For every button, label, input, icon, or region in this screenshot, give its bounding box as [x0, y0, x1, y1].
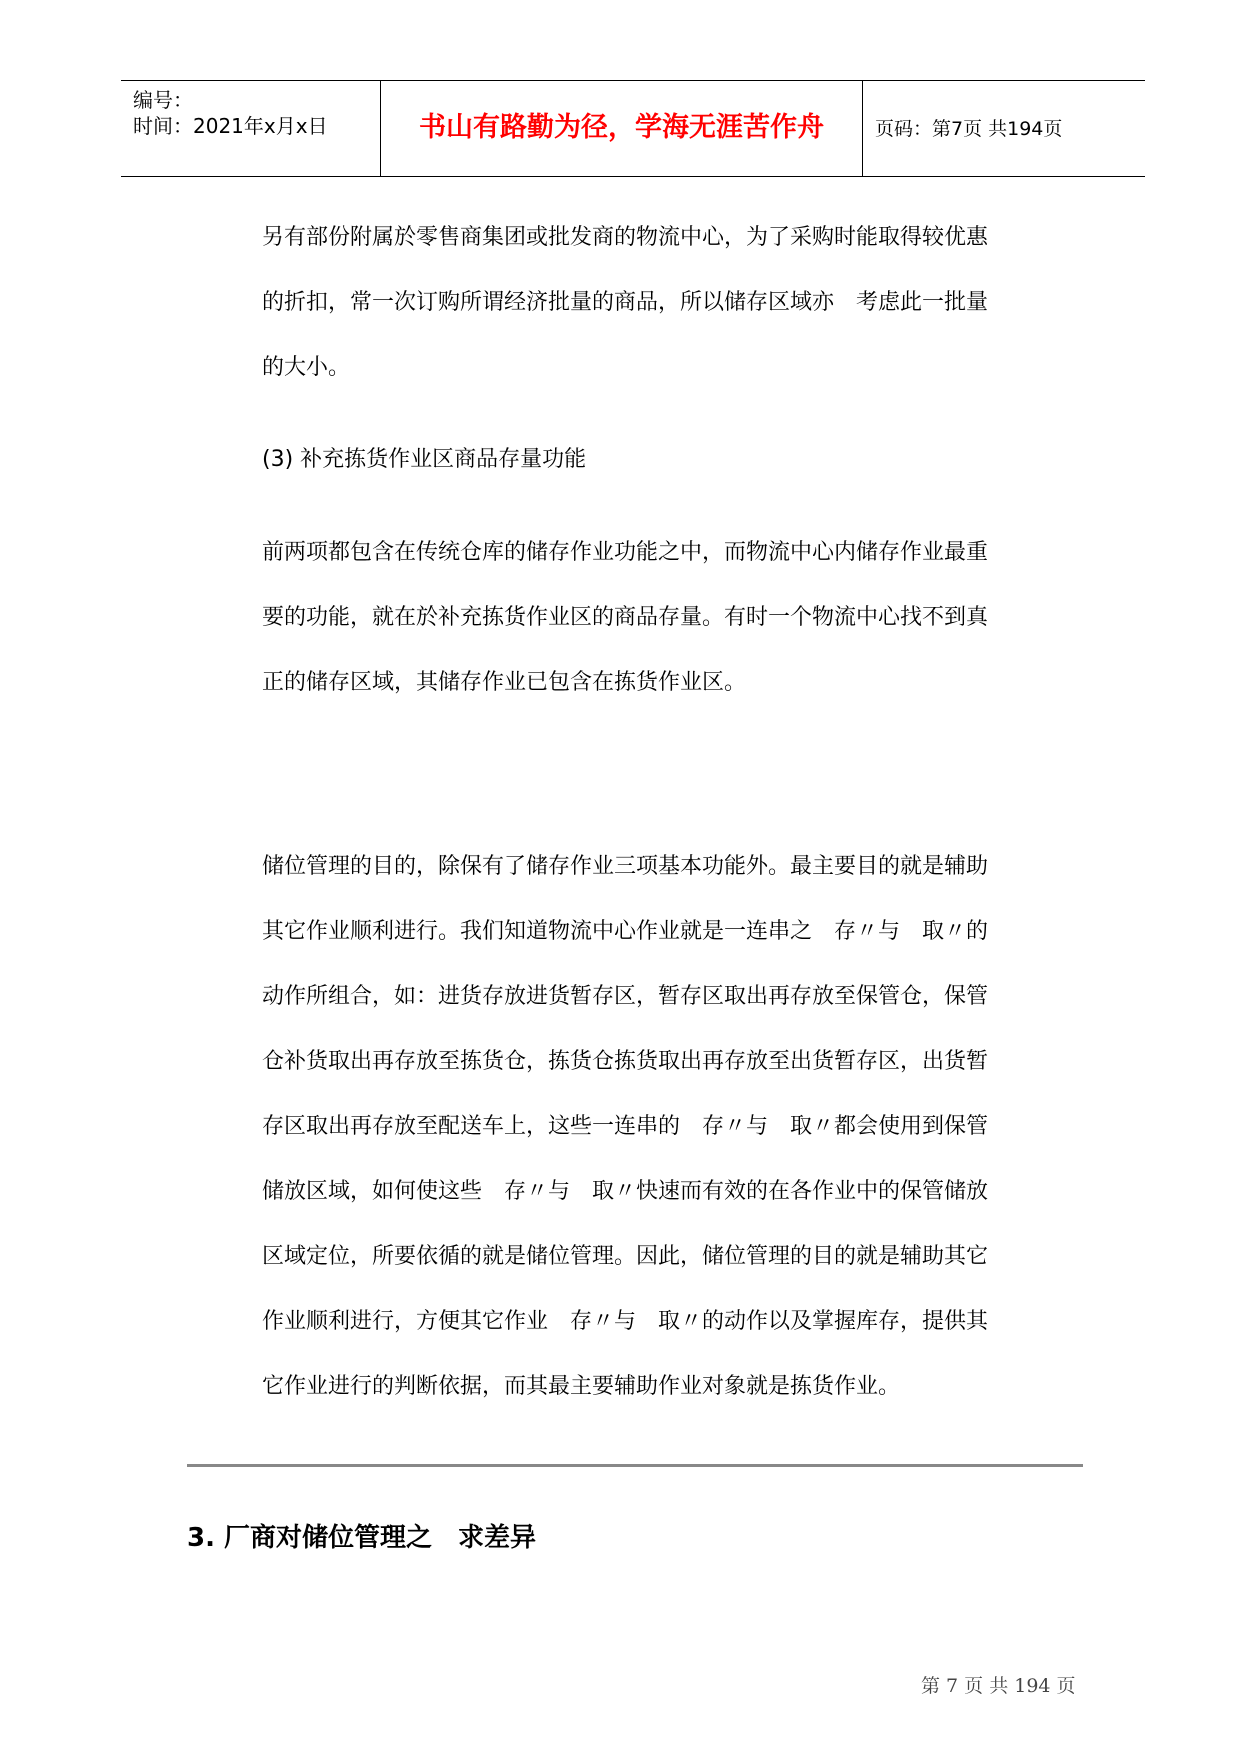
header-page-cell: [863, 81, 1145, 176]
paragraph-line: 储位管理的目的，除保有了储存作业三项基本功能外。最主要目的就是辅助: [262, 854, 989, 879]
paragraph-line: 另有部份附属於零售商集团或批发商的物流中心，为了采购时能取得较优惠: [262, 225, 989, 250]
paragraph-line: 它作业进行的判断依据，而其最主要辅助作业对象就是拣货作业。: [262, 1374, 901, 1399]
paragraph-line: 仓补货取出再存放至拣货仓，拣货仓拣货取出再存放至出货暂存区，出货暂: [262, 1049, 989, 1074]
header-number-label: 编号：: [133, 88, 193, 112]
paragraph-line: 其它作业顺利进行。我们知道物流中心作业就是一连串之 存〃与 取〃的: [262, 919, 989, 944]
paragraph-line: 的折扣，常一次订购所谓经济批量的商品，所以储存区域亦 考虑此一批量: [262, 290, 989, 315]
page-footer: 第 7 页 共 194 页: [921, 1675, 1076, 1697]
section-heading: 3. 厂商对储位管理之 求差异: [187, 1523, 537, 1553]
subheading-text: (3) 补充拣货作业区商品存量功能: [262, 447, 587, 472]
header-motto: 书山有路勤为径，学海无涯苦作舟: [419, 112, 824, 143]
paragraph-line: 区域定位，所要依循的就是储位管理。因此，储位管理的目的就是辅助其它: [262, 1244, 989, 1269]
paragraph-line: 动作所组合，如：进货存放进货暂存区，暂存区取出再存放至保管仓，保管: [262, 984, 989, 1009]
document-header: [121, 80, 1145, 177]
paragraph-line: 存区取出再存放至配送车上，这些一连串的 存〃与 取〃都会使用到保管: [262, 1114, 989, 1139]
header-motto-cell: [381, 81, 863, 176]
header-page-info: 页码：第7页 共194页: [875, 118, 1063, 140]
paragraph-line: 储放区域，如何使这些 存〃与 取〃快速而有效的在各作业中的保管储放: [262, 1179, 989, 1204]
paragraph-picking-replenish: [262, 520, 1082, 715]
header-time-label: 时间：2021年x月x日: [133, 114, 328, 138]
paragraph-discount-batch: [262, 205, 1082, 400]
section-divider: [187, 1464, 1083, 1467]
paragraph-storage-management-purpose: [262, 834, 1082, 1419]
header-meta-cell: [121, 81, 381, 176]
paragraph-line: 前两项都包含在传统仓库的储存作业功能之中，而物流中心内储存作业最重: [262, 540, 989, 565]
paragraph-subheading: [262, 427, 1082, 492]
paragraph-line: 要的功能，就在於补充拣货作业区的商品存量。有时一个物流中心找不到真: [262, 605, 989, 630]
paragraph-line: 正的储存区域，其储存作业已包含在拣货作业区。: [262, 670, 747, 695]
paragraph-line: 作业顺利进行，方便其它作业 存〃与 取〃的动作以及掌握库存，提供其: [262, 1309, 989, 1334]
paragraph-line: 的大小。: [262, 355, 351, 380]
